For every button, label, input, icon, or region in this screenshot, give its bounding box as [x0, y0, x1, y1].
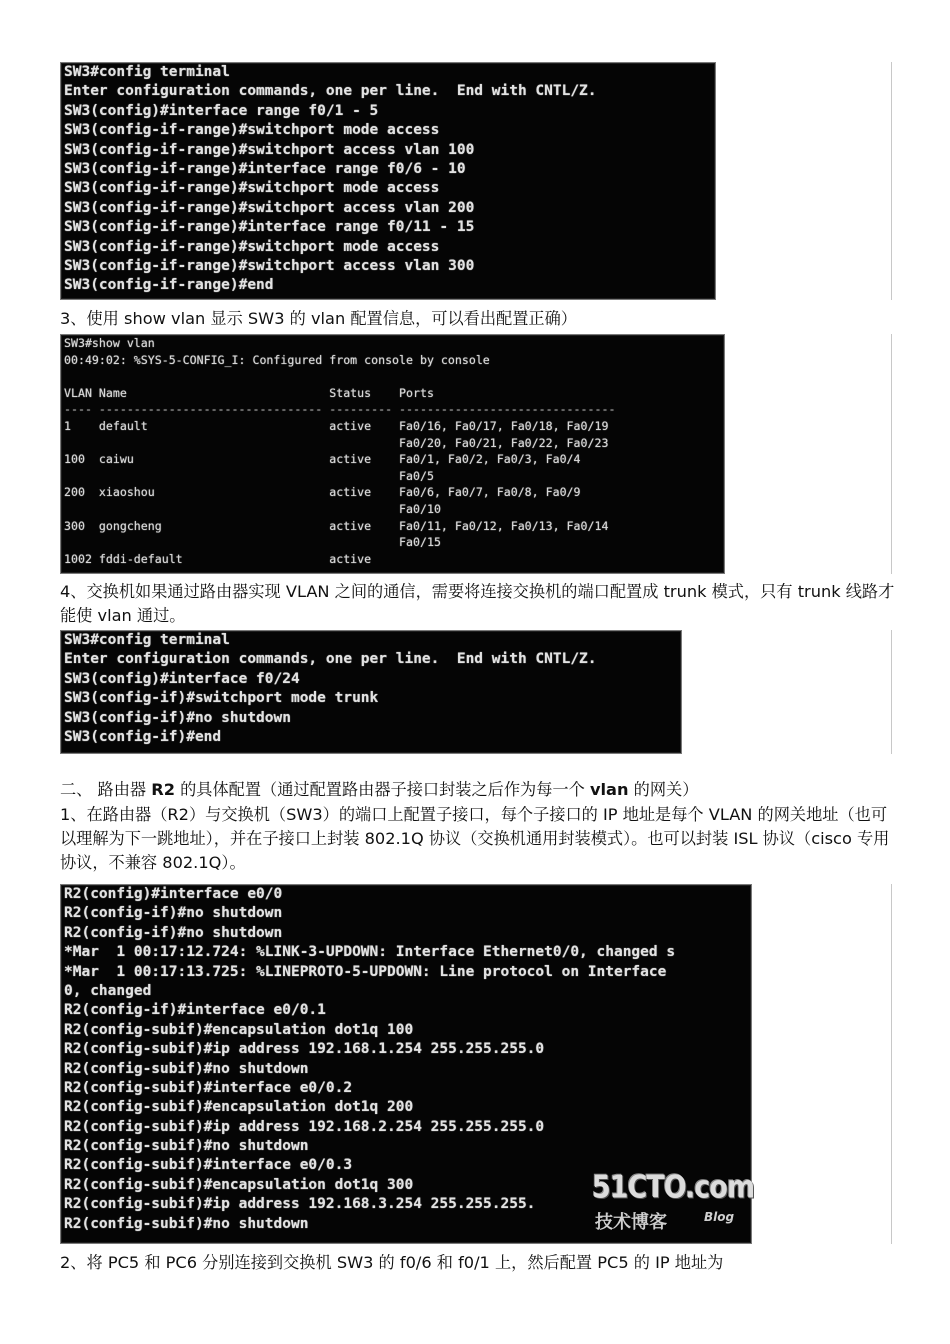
- terminal-line: VLAN Name Status Ports: [64, 385, 434, 400]
- terminal-line: SW3(config)#interface range f0/1 - 5: [64, 102, 379, 119]
- watermark-sub: 技术博客: [595, 1212, 667, 1233]
- terminal-line: ---- -------------------------------- --------- -------------------------------: [64, 402, 616, 417]
- heading-r2: R2: [151, 780, 175, 799]
- step4-text: 4、交换机如果通过路由器实现 VLAN 之间的通信，需要将连接交换机的端口配置成 trunk 模式，只有 trunk 线路才能使 vlan 通过。: [60, 582, 895, 625]
- terminal-line: SW3#show vlan: [64, 336, 155, 350]
- watermark-logo: 51CTO.com: [592, 1170, 755, 1206]
- heading-prefix: 二、 路由器: [60, 780, 152, 799]
- terminal-line: R2(config-subif)#encapsulation dot1q 200: [64, 1099, 414, 1116]
- margin-rule-3: [891, 630, 892, 754]
- terminal-line: SW3(config-if)#no shutdown: [64, 709, 291, 726]
- terminal-line: SW3(config-if-range)#interface range f0/11 - 15: [64, 219, 475, 236]
- terminal-line: *Mar 1 00:17:13.725: %LINEPROTO-5-UPDOWN: Line protocol on Interface: [64, 963, 667, 980]
- terminal-line: R2(config-if)#interface e0/0.1: [64, 1002, 326, 1019]
- terminal-line: R2(config-subif)#ip address 192.168.1.254 255.255.255.0: [64, 1041, 545, 1058]
- heading-vlan: vlan: [589, 780, 629, 799]
- terminal-line: R2(config-subif)#encapsulation dot1q 100: [64, 1021, 414, 1038]
- margin-rule-2: [891, 334, 892, 574]
- step3-text: 3、使用 show vlan 显示 SW3 的 vlan 配置信息，可以看出配置正确）: [60, 309, 577, 328]
- terminal-line: R2(config-subif)#no shutdown: [64, 1060, 309, 1077]
- margin-rule-4: [891, 884, 892, 1244]
- terminal-line: SW3#config terminal: [64, 64, 230, 80]
- terminal-line: R2(config-if)#no shutdown: [64, 924, 283, 941]
- terminal-line: 0, changed: [64, 982, 152, 999]
- terminal-line: SW3(config-if-range)#switchport mode access: [64, 122, 440, 139]
- terminal-line: Fa0/10: [64, 501, 441, 516]
- terminal-line: SW3#config terminal: [64, 632, 230, 648]
- watermark-51cto: [592, 1170, 755, 1233]
- heading-suffix: 的网关）: [628, 780, 699, 799]
- watermark-blog: Blog: [704, 1210, 735, 1224]
- terminal-line: R2(config-subif)#interface e0/0.2: [64, 1079, 353, 1096]
- terminal-line: Fa0/5: [64, 468, 434, 483]
- terminal-line: Enter configuration commands, one per line. End with CNTL/Z.: [64, 83, 597, 100]
- section-heading: [60, 778, 900, 802]
- terminal-line: 200 xiaoshou active Fa0/6, Fa0/7, Fa0/8, Fa0/9: [64, 485, 581, 500]
- terminal-line: 100 caiwu active Fa0/1, Fa0/2, Fa0/3, Fa0/4: [64, 452, 581, 467]
- terminal-line: SW3(config-if-range)#switchport access vlan 100: [64, 141, 475, 158]
- terminal-line: Enter configuration commands, one per line. End with CNTL/Z.: [64, 651, 597, 668]
- terminal-line: [64, 368, 724, 385]
- terminal-line: 00:49:02: %SYS-5-CONFIG_I: Configured from console by console: [64, 352, 490, 367]
- step1-text: 1、在路由器（R2）与交换机（SW3）的端口上配置子接口，每个子接口的 IP 地址是每个 VLAN 的网关地址（也可以理解为下一跳地址），并在子接口上封装 802.1Q 协议（交换机通用封装模式）。也可以封装 ISL 协议（cisco 专用协议，不兼容 802.1Q）。: [60, 805, 890, 872]
- terminal-line: R2(config)#interface e0/0: [64, 886, 283, 902]
- terminal-line: SW3(config-if-range)#switchport mode access: [64, 180, 440, 197]
- terminal-show-vlan: [60, 334, 725, 574]
- terminal-line: Fa0/20, Fa0/21, Fa0/22, Fa0/23: [64, 435, 609, 450]
- terminal-line: SW3(config)#interface f0/24: [64, 670, 300, 687]
- terminal-line: R2(config-subif)#ip address 192.168.3.254 255.255.255.: [64, 1196, 536, 1213]
- terminal-line: R2(config-subif)#ip address 192.168.2.254 255.255.255.0: [64, 1118, 545, 1135]
- terminal-line: SW3(config-if-range)#switchport access vlan 200: [64, 199, 475, 216]
- terminal-line: 300 gongcheng active Fa0/11, Fa0/12, Fa0/13, Fa0/14: [64, 518, 609, 533]
- terminal-line: R2(config-subif)#no shutdown: [64, 1215, 309, 1232]
- terminal-sw3-vlan-config: [60, 62, 716, 300]
- terminal-line: R2(config-if)#no shutdown: [64, 905, 283, 922]
- terminal-line: 1002 fddi-default active: [64, 551, 372, 566]
- heading-middle: 的具体配置（通过配置路由器子接口封装之后作为每一个: [174, 780, 590, 799]
- terminal-line: SW3(config-if)#switchport mode trunk: [64, 690, 379, 707]
- terminal-line: R2(config-subif)#interface e0/0.3: [64, 1157, 353, 1174]
- terminal-line: SW3(config-if-range)#switchport mode access: [64, 238, 440, 255]
- terminal-line: Fa0/15: [64, 535, 441, 550]
- terminal-line: SW3(config-if-range)#interface range f0/6 - 10: [64, 160, 466, 177]
- terminal-line: SW3(config-if-range)#end: [64, 277, 274, 294]
- terminal-lines: [64, 335, 724, 567]
- terminal-line: *Mar 1 00:17:12.724: %LINK-3-UPDOWN: Interface Ethernet0/0, changed s: [64, 944, 676, 961]
- terminal-line: R2(config-subif)#no shutdown: [64, 1138, 309, 1155]
- terminal-trunk-config: [60, 630, 682, 754]
- margin-rule-1: [891, 62, 892, 300]
- terminal-lines: [64, 63, 715, 296]
- terminal-line: SW3(config-if)#end: [64, 728, 222, 745]
- terminal-line: SW3(config-if-range)#switchport access vlan 300: [64, 257, 475, 274]
- step2-text: 2、将 PC5 和 PC6 分别连接到交换机 SW3 的 f0/6 和 f0/1 上，然后配置 PC5 的 IP 地址为: [60, 1253, 724, 1272]
- terminal-line: 1 default active Fa0/16, Fa0/17, Fa0/18, Fa0/19: [64, 418, 609, 433]
- terminal-lines: [64, 631, 681, 747]
- terminal-line: R2(config-subif)#encapsulation dot1q 300: [64, 1176, 414, 1193]
